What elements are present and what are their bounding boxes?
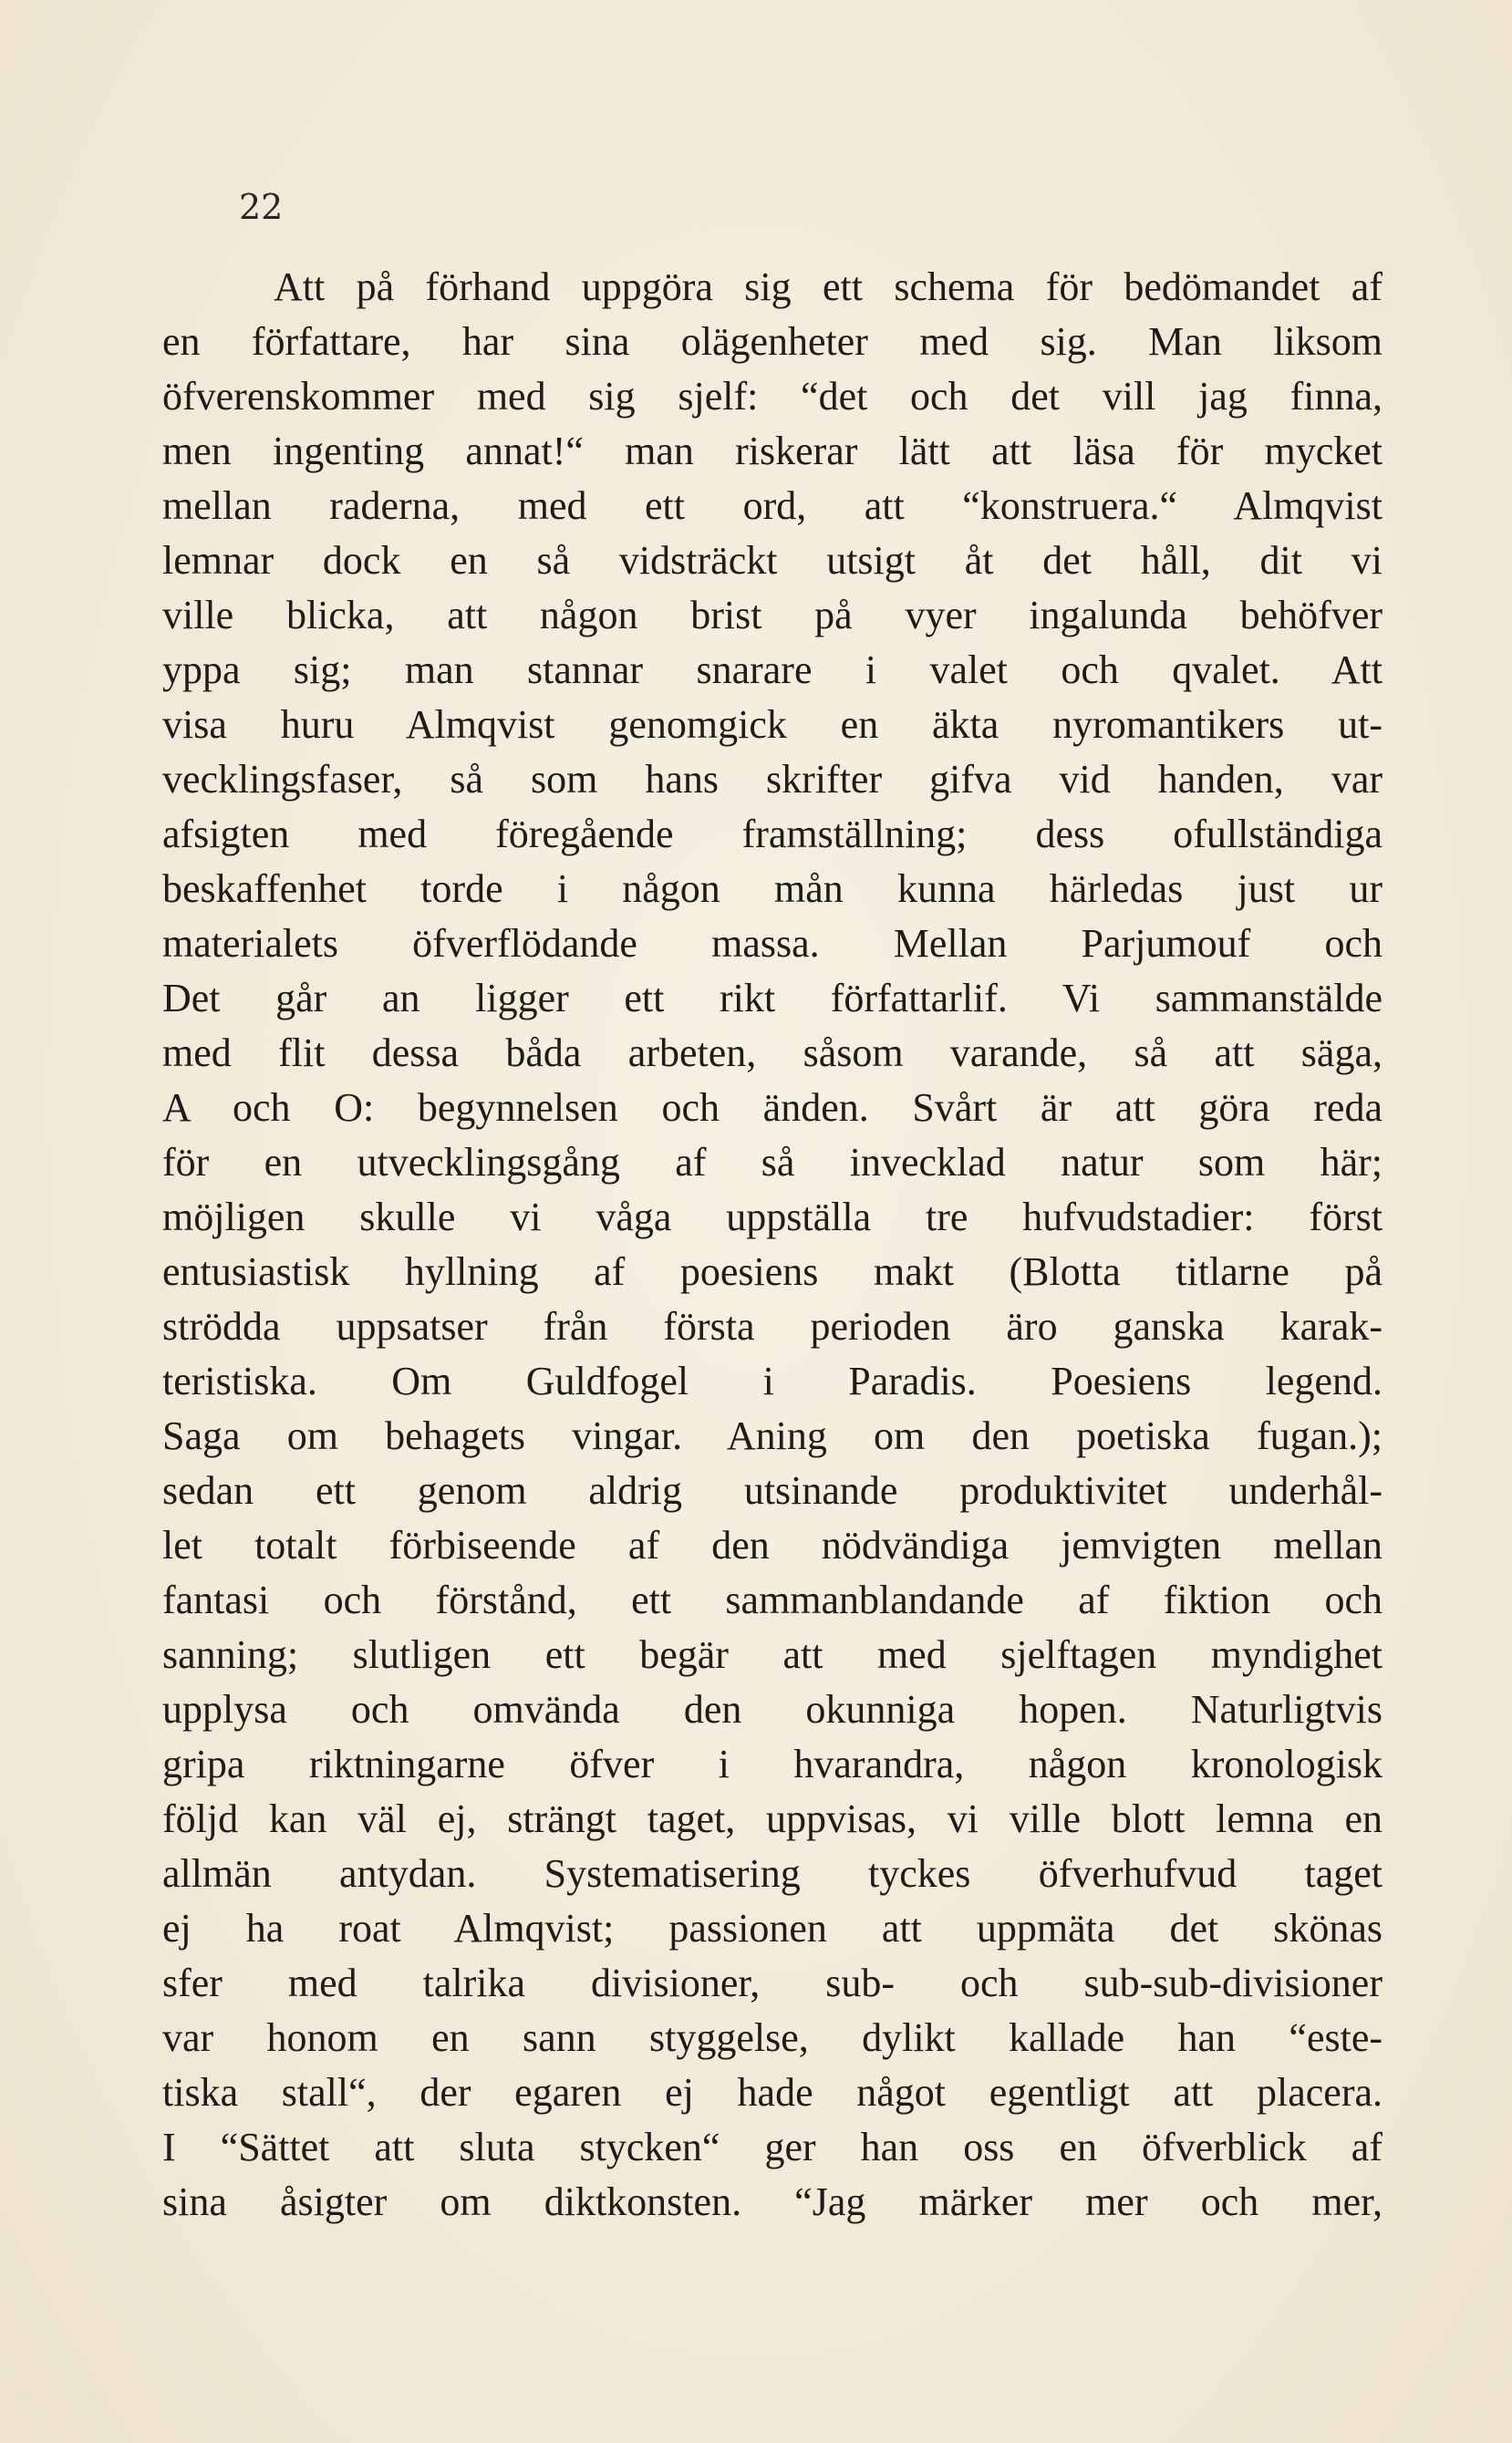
text-line: allmän antydan. Systematisering tyckes öfverhufvud taget	[162, 1851, 1383, 1896]
text-line: var honom en sann styggelse, dylikt kallade han “este-	[162, 2015, 1383, 2060]
text-line: sina åsigter om diktkonsten. “Jag märker mer och mer,	[162, 2179, 1383, 2224]
text-line: Att på förhand uppgöra sig ett schema för bedömandet af	[274, 264, 1383, 309]
text-line: Saga om behagets vingar. Aning om den poetiska fugan.);	[162, 1413, 1383, 1458]
text-line: möjligen skulle vi våga uppställa tre hufvudstadier: först	[162, 1195, 1383, 1239]
text-line: entusiastisk hyllning af poesiens makt (Blotta titlarne på	[162, 1249, 1383, 1294]
text-line: lemnar dock en så vidsträckt utsigt åt det håll, dit vi	[162, 538, 1383, 583]
text-line: afsigten med föregående framställning; dess ofullständiga	[162, 812, 1383, 856]
text-line: för en utvecklingsgång af så invecklad natur som här;	[162, 1140, 1383, 1185]
text-line: I “Sättet att sluta stycken“ ger han oss en öfverblick af	[162, 2125, 1383, 2169]
text-line: tiska stall“, der egaren ej hade något egentligt att placera.	[162, 2070, 1383, 2115]
text-line: vecklingsfaser, så som hans skrifter gifva vid handen, var	[162, 757, 1383, 802]
text-line: beskaffenhet torde i någon mån kunna härledas just ur	[162, 866, 1383, 911]
text-line: men ingenting annat!“ man riskerar lätt att läsa för mycket	[162, 429, 1383, 473]
text-line: med flit dessa båda arbeten, såsom varande, så att säga,	[162, 1030, 1383, 1075]
text-line: upplysa och omvända den okunniga hopen. Naturligtvis	[162, 1687, 1383, 1732]
text-line: let totalt förbiseende af den nödvändiga jemvigten mellan	[162, 1523, 1383, 1568]
text-line: fantasi och förstånd, ett sammanblandande af fiktion och	[162, 1578, 1383, 1622]
text-line: Det går an ligger ett rikt författarlif. Vi sammanstälde	[162, 976, 1383, 1020]
text-line: gripa riktningarne öfver i hvarandra, någon kronologisk	[162, 1742, 1383, 1786]
text-line: öfverenskommer med sig sjelf: “det och det vill jag finna,	[162, 374, 1383, 419]
text-line: yppa sig; man stannar snarare i valet och qvalet. Att	[162, 647, 1383, 692]
body-text	[162, 260, 1383, 2230]
text-line: sedan ett genom aldrig utsinande produktivitet underhål-	[162, 1468, 1383, 1513]
text-line: teristiska. Om Guldfogel i Paradis. Poesiens legend.	[162, 1359, 1383, 1403]
text-line: en författare, har sina olägenheter med sig. Man liksom	[162, 319, 1383, 364]
text-line: följd kan väl ej, strängt taget, uppvisas, vi ville blott lemna en	[162, 1796, 1383, 1841]
text-line: ville blicka, att någon brist på vyer ingalunda behöfver	[162, 593, 1383, 637]
text-line: mellan raderna, med ett ord, att “konstruera.“ Almqvist	[162, 483, 1383, 528]
text-line: visa huru Almqvist genomgick en äkta nyromantikers ut-	[162, 702, 1383, 747]
text-line: A och O: begynnelsen och änden. Svårt är att göra reda	[162, 1085, 1383, 1130]
text-line: sfer med talrika divisioner, sub- och sub-sub-divisioner	[162, 1961, 1383, 2005]
text-line: materialets öfverflödande massa. Mellan Parjumouf och	[162, 921, 1383, 966]
page-number: 22	[239, 187, 284, 227]
text-line: sanning; slutligen ett begär att med sjelftagen myndighet	[162, 1632, 1383, 1677]
text-line: strödda uppsatser från första perioden äro ganska karak-	[162, 1304, 1383, 1349]
text-line: ej ha roat Almqvist; passionen att uppmäta det skönas	[162, 1906, 1383, 1951]
